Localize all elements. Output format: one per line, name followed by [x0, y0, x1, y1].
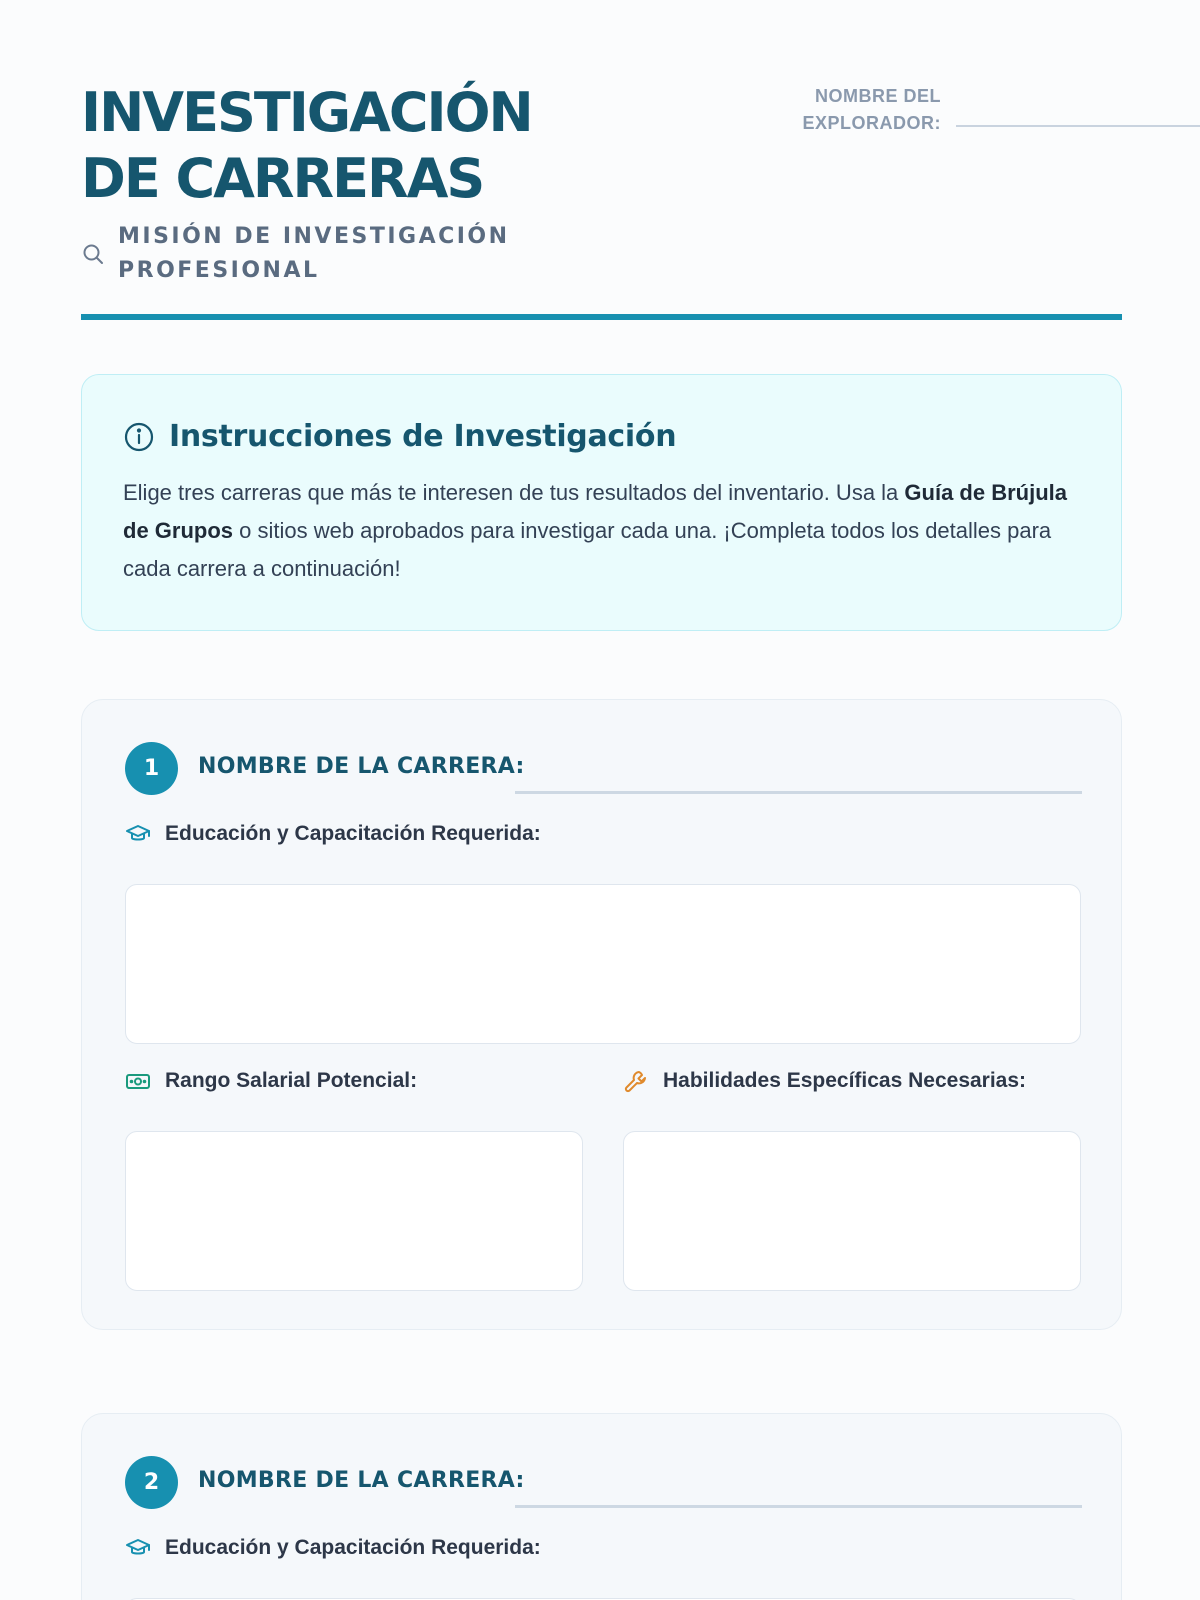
graduation-cap-icon — [125, 1535, 151, 1561]
search-icon — [81, 242, 105, 266]
skills-label: Habilidades Específicas Necesarias: — [623, 1068, 1026, 1094]
subtitle — [81, 220, 510, 288]
career-name-label: NOMBRE DE LA CARRERA: — [198, 1468, 525, 1493]
money-icon — [125, 1068, 151, 1094]
career-name-input[interactable] — [515, 791, 1082, 794]
instructions-panel — [81, 374, 1122, 631]
salary-label: Rango Salarial Potencial: — [125, 1068, 417, 1094]
education-label: Educación y Capacitación Requerida: — [125, 821, 541, 847]
instructions-text: Elige tres carreras que más te interesen de tus resultados del inventario. Usa la Guía de Brújula de Grupos o sitios web aprobados para investigar cada una. ¡Completa todos los detalles para cada carrera a continuación! — [123, 480, 1067, 581]
page-header — [81, 80, 1122, 321]
explorer-name-field — [701, 83, 1122, 143]
explorer-name-input[interactable] — [956, 125, 1200, 127]
career-number-badge: 1 — [125, 742, 178, 795]
title-line-2: DE CARRERAS — [81, 147, 484, 210]
education-label: Educación y Capacitación Requerida: — [125, 1535, 541, 1561]
career-name-label: NOMBRE DE LA CARRERA: — [198, 754, 525, 779]
info-icon — [123, 421, 155, 453]
skills-input[interactable] — [623, 1131, 1081, 1291]
explorer-name-label: NOMBRE DEL EXPLORADOR: — [802, 86, 941, 133]
education-input[interactable] — [125, 884, 1081, 1044]
instructions-title: Instrucciones de Investigación — [169, 419, 677, 454]
subtitle-line-2: PROFESIONAL — [118, 258, 320, 283]
career-name-input[interactable] — [515, 1505, 1082, 1508]
subtitle-line-1: MISIÓN DE INVESTIGACIÓN — [118, 224, 510, 249]
career-number-badge: 2 — [125, 1456, 178, 1509]
title-line-1: INVESTIGACIÓN — [81, 81, 532, 144]
page-title — [81, 80, 641, 212]
wrench-icon — [623, 1068, 649, 1094]
career-card-1 — [81, 699, 1122, 1330]
career-card-2 — [81, 1413, 1122, 1600]
graduation-cap-icon — [125, 821, 151, 847]
salary-input[interactable] — [125, 1131, 583, 1291]
header-divider — [81, 314, 1122, 320]
